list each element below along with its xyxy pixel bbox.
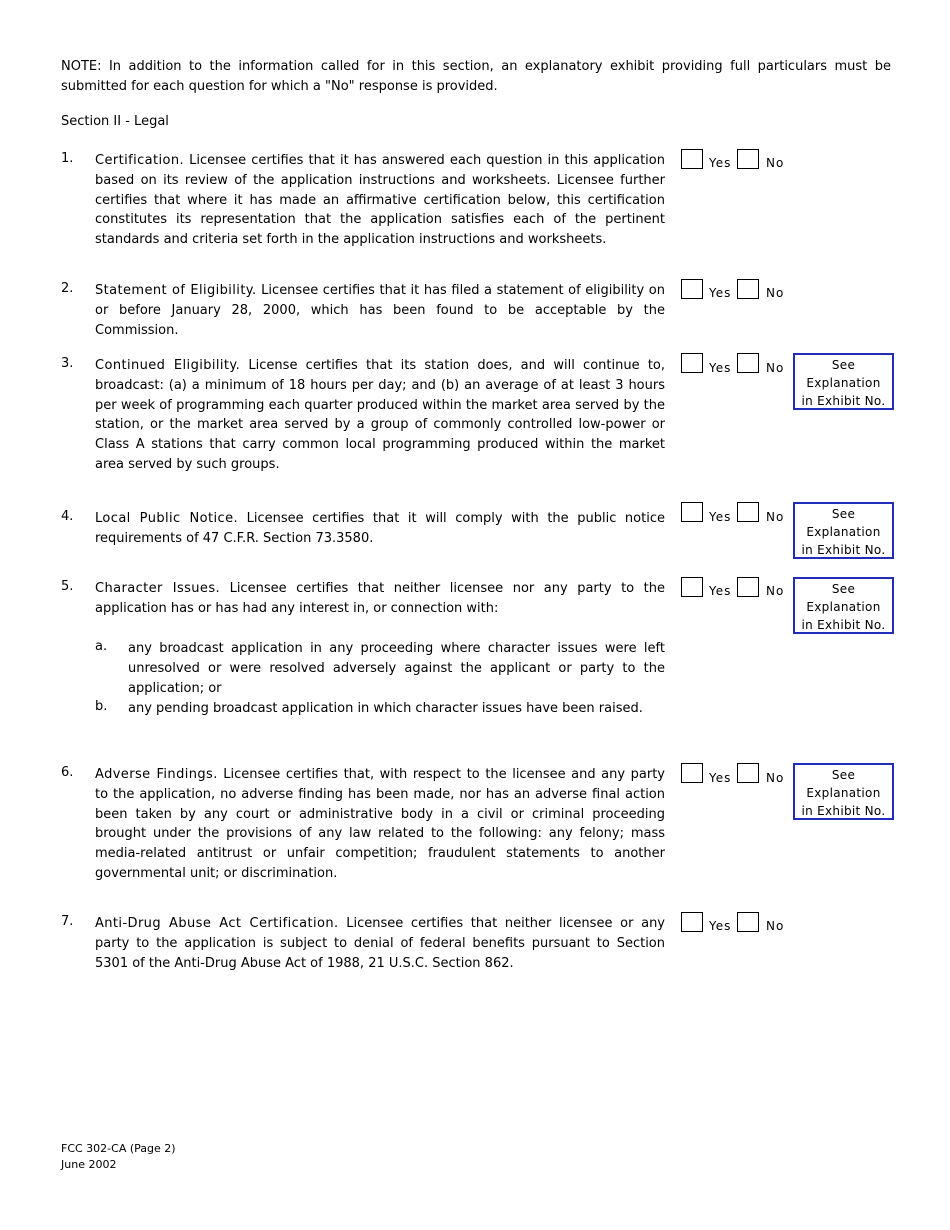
question-4-text	[95, 509, 665, 549]
no-label: No	[766, 919, 785, 933]
yes-label: Yes	[709, 510, 732, 524]
question-1-text	[95, 151, 665, 250]
question-title: Adverse Findings.	[95, 767, 218, 782]
yes-label: Yes	[709, 919, 732, 933]
question-body: Licensee certifies that neither licensee or any party to the application is subject to denial of federal benefits pursuant to Section 5301 of the Anti-Drug Abuse Act of 1988, 21 U.S.C. Section 862.	[95, 916, 665, 971]
footer-form-number: FCC 302-CA (Page 2)	[61, 1142, 176, 1155]
no-label: No	[766, 361, 785, 375]
question-7-text	[95, 914, 665, 973]
question-2-text	[95, 281, 665, 340]
q1-no-checkbox[interactable]	[737, 149, 759, 169]
yes-label: Yes	[709, 156, 732, 170]
q2-no-checkbox[interactable]	[737, 279, 759, 299]
no-label: No	[766, 156, 785, 170]
footer-date: June 2002	[61, 1158, 117, 1171]
subitem-letter: b.	[95, 699, 108, 714]
q4-exhibit-box[interactable]	[793, 502, 894, 559]
question-number: 5.	[61, 579, 74, 594]
question-title: Anti-Drug Abuse Act Certification.	[95, 916, 339, 931]
question-title: Character Issues.	[95, 581, 221, 596]
q1-yes-checkbox[interactable]	[681, 149, 703, 169]
q6-exhibit-box[interactable]	[793, 763, 894, 820]
subitem-letter: a.	[95, 639, 108, 654]
q7-no-checkbox[interactable]	[737, 912, 759, 932]
yes-label: Yes	[709, 771, 732, 785]
question-body: Licensee certifies that it has filed a statement of eligibility on or before January 28, 2000, which has been found to be acceptable by the Commission.	[95, 283, 666, 338]
question-body: Licensee certifies that neither licensee nor any party to the application has or has had any interest in, or connection with:	[95, 581, 665, 616]
question-title: Continued Eligibility.	[95, 358, 241, 373]
yes-label: Yes	[709, 361, 732, 375]
no-label: No	[766, 286, 785, 300]
q3-yes-checkbox[interactable]	[681, 353, 703, 373]
exhibit-label-line2: in Exhibit No.	[801, 543, 886, 557]
question-number: 1.	[61, 151, 74, 166]
exhibit-label-line1: See Explanation	[806, 358, 881, 390]
no-label: No	[766, 771, 785, 785]
yes-label: Yes	[709, 286, 732, 300]
subitem-text: any pending broadcast application in which character issues have been raised.	[128, 701, 643, 716]
q4-yes-checkbox[interactable]	[681, 502, 703, 522]
q5-exhibit-box[interactable]	[793, 577, 894, 634]
subitem-text: any broadcast application in any proceeding where character issues were left unresolved or were resolved adversely against the applicant or party to the application; or	[128, 641, 665, 696]
exhibit-label-line1: See Explanation	[806, 582, 881, 614]
q6-no-checkbox[interactable]	[737, 763, 759, 783]
note-paragraph: NOTE: In addition to the information called for in this section, an explanatory exhibit providing full particulars must be submitted for each question for which a "No" response is provided.	[61, 59, 891, 94]
question-title: Local Public Notice.	[95, 511, 238, 526]
question-6-text	[95, 765, 665, 884]
question-5-text	[95, 579, 665, 619]
q3-no-checkbox[interactable]	[737, 353, 759, 373]
q6-yes-checkbox[interactable]	[681, 763, 703, 783]
q3-exhibit-box[interactable]	[793, 353, 894, 410]
question-body: Licensee certifies that it has answered each question in this application based on its review of the application instructions and worksheets. Licensee further certifies that where it has made an affirmative certification below, this certification constitutes its representation that the application satisfies each of the pertinent standards and criteria set forth in the application instructions and worksheets.	[95, 153, 665, 248]
exhibit-label-line1: See Explanation	[806, 507, 881, 539]
question-number: 6.	[61, 765, 74, 780]
q5-yes-checkbox[interactable]	[681, 577, 703, 597]
question-title: Certification.	[95, 153, 185, 168]
exhibit-label-line1: See Explanation	[806, 768, 881, 800]
question-body: Licensee certifies that, with respect to the licensee and any party to the application, no adverse finding has been made, nor has an adverse final action been taken by any court or administrative body in a civil or criminal proceeding brought under the provisions of any law related to the following: any felony; mass media-related antitrust or unfair competition; fraudulent statements to another governmental unit; or discrimination.	[95, 767, 665, 881]
q5-no-checkbox[interactable]	[737, 577, 759, 597]
exhibit-label-line2: in Exhibit No.	[801, 394, 886, 408]
exhibit-label-line2: in Exhibit No.	[801, 618, 886, 632]
question-body: Licensee certifies that it will comply with the public notice requirements of 47 C.F.R. Section 73.3580.	[95, 511, 665, 546]
no-label: No	[766, 510, 785, 524]
q7-yes-checkbox[interactable]	[681, 912, 703, 932]
section-title: Section II - Legal	[61, 114, 169, 129]
question-number: 3.	[61, 356, 74, 371]
q4-no-checkbox[interactable]	[737, 502, 759, 522]
question-3-text	[95, 356, 665, 475]
exhibit-label-line2: in Exhibit No.	[801, 804, 886, 818]
question-number: 4.	[61, 509, 74, 524]
question-number: 2.	[61, 281, 74, 296]
yes-label: Yes	[709, 584, 732, 598]
question-body: License certifies that its station does, and will continue to, broadcast: (a) a minimum of 18 hours per day; and (b) an average of at least 3 hours per week of programming each quarter produced within the market area served by the station, or the market area served by a group of commonly controlled low-power or Class A stations that carry common local programming produced within the market area served by such groups.	[95, 358, 665, 472]
question-number: 7.	[61, 914, 74, 929]
question-title: Statement of Eligibility.	[95, 283, 257, 298]
q2-yes-checkbox[interactable]	[681, 279, 703, 299]
no-label: No	[766, 584, 785, 598]
